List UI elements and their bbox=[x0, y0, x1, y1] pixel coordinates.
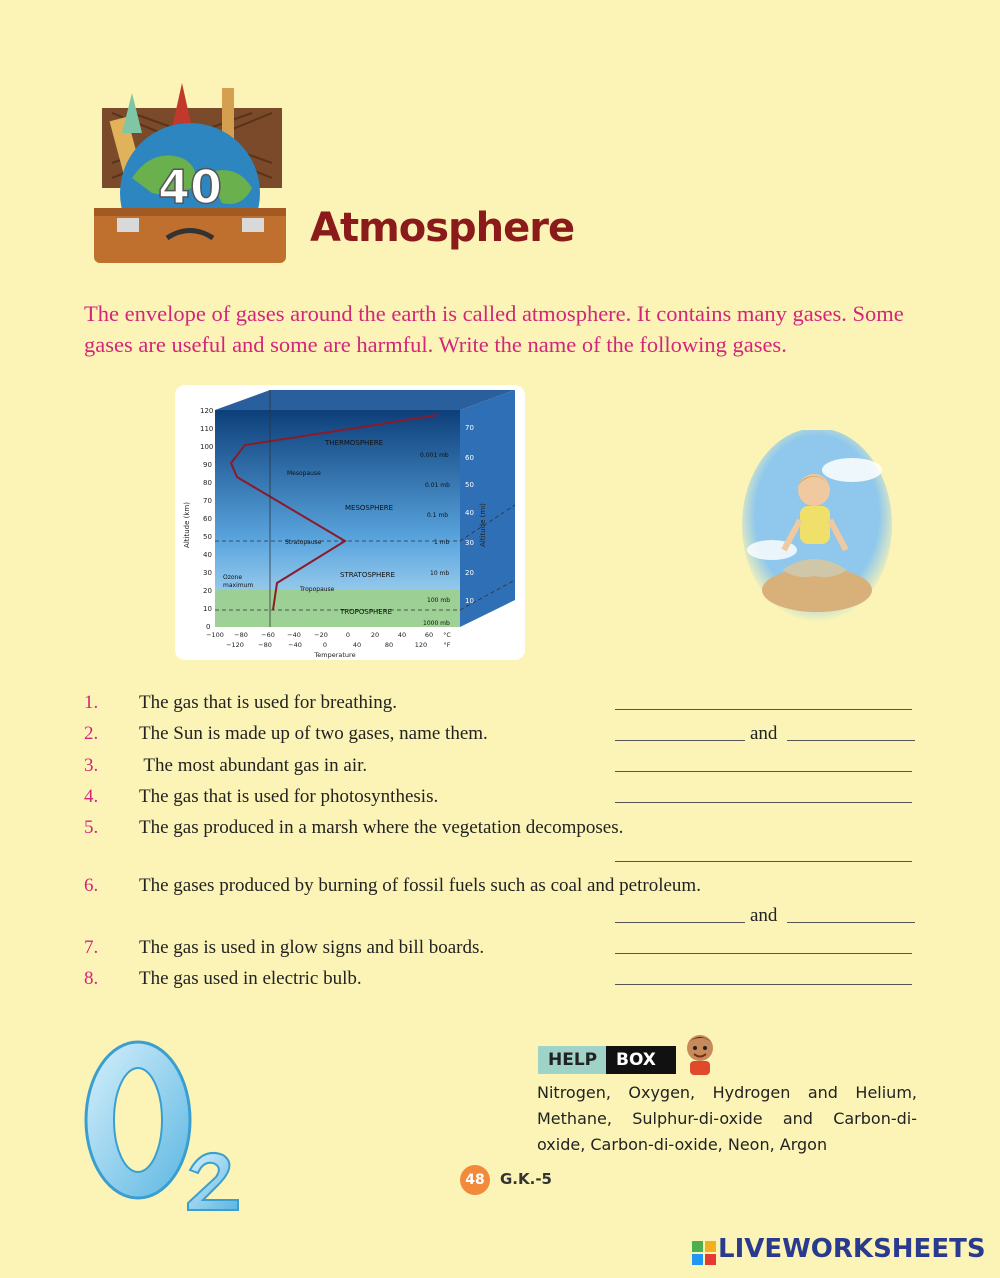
answer-blank[interactable] bbox=[615, 771, 912, 772]
atmosphere-diagram bbox=[175, 385, 525, 660]
page-title: Atmosphere bbox=[310, 205, 575, 251]
answer-blank[interactable] bbox=[787, 740, 915, 741]
help-label: HELP bbox=[538, 1046, 616, 1074]
x-tick-f: 40 bbox=[352, 641, 362, 649]
question-text: The gas that is used for breathing. bbox=[139, 692, 398, 713]
answer-blank[interactable] bbox=[787, 922, 915, 923]
question-number: 6. bbox=[84, 875, 99, 896]
pressure-label: 0.1 mb bbox=[427, 512, 449, 519]
right-axis-label: Altitude (mi) bbox=[479, 503, 487, 547]
y-tick: 30 bbox=[203, 569, 212, 577]
liveworksheets-logo-icon bbox=[692, 1241, 716, 1265]
x-tick-c: 20 bbox=[370, 631, 380, 639]
question-number: 8. bbox=[84, 968, 99, 989]
x-tick-f: −40 bbox=[288, 641, 302, 649]
y-tick: 60 bbox=[203, 515, 212, 523]
chapter-number: 40 bbox=[157, 160, 223, 214]
layer-label: MESOSPHERE bbox=[345, 504, 394, 512]
right-tick: 20 bbox=[465, 569, 474, 577]
question-number: 3. bbox=[84, 755, 99, 776]
question-number: 1. bbox=[84, 692, 99, 713]
suitcase-globe-icon bbox=[72, 78, 302, 268]
answer-blank[interactable] bbox=[615, 953, 912, 954]
question-number: 4. bbox=[84, 786, 99, 807]
y-tick: 80 bbox=[203, 479, 212, 487]
pressure-label: 0.01 mb bbox=[425, 482, 450, 489]
y-tick: 10 bbox=[203, 605, 212, 613]
meditating-boy-image bbox=[742, 430, 892, 625]
x-tick-c: 0 bbox=[345, 631, 351, 639]
right-tick: 10 bbox=[465, 597, 474, 605]
ozone-label: maximum bbox=[223, 582, 254, 589]
y-tick: 50 bbox=[203, 533, 212, 541]
x-tick-f: −120 bbox=[226, 641, 244, 649]
y-tick: 40 bbox=[203, 551, 212, 559]
answer-blank[interactable] bbox=[615, 709, 912, 710]
y-tick: 100 bbox=[200, 443, 214, 451]
layer-label: STRATOSPHERE bbox=[340, 571, 395, 579]
box-label: BOX bbox=[606, 1046, 676, 1074]
pressure-label: 100 mb bbox=[427, 597, 451, 604]
right-tick: 50 bbox=[465, 481, 474, 489]
ozone-label: Ozone bbox=[223, 574, 243, 581]
answer-blank[interactable] bbox=[615, 984, 912, 985]
y-tick: 120 bbox=[200, 407, 214, 415]
y-tick: 110 bbox=[200, 425, 214, 433]
o2-graphic bbox=[78, 1035, 248, 1215]
x-tick-c: 40 bbox=[397, 631, 407, 639]
x-tick-f: °F bbox=[443, 641, 451, 649]
x-tick-f: 120 bbox=[414, 641, 428, 649]
y-tick: 0 bbox=[206, 623, 211, 631]
pressure-label: 1 mb bbox=[434, 539, 450, 546]
x-tick-c: −100 bbox=[206, 631, 224, 639]
y-tick: 70 bbox=[203, 497, 212, 505]
x-tick-c: 60 bbox=[424, 631, 434, 639]
question-text: The gas produced in a marsh where the vegetation decomposes. bbox=[139, 817, 624, 838]
pressure-label: 1000 mb bbox=[423, 620, 450, 627]
question-text: The gas used in electric bulb. bbox=[139, 968, 362, 989]
x-tick-c: −60 bbox=[261, 631, 275, 639]
right-tick: 40 bbox=[465, 509, 474, 517]
answer-blank[interactable] bbox=[615, 922, 745, 923]
layer-label: THERMOSPHERE bbox=[325, 439, 384, 447]
question-number: 5. bbox=[84, 817, 99, 838]
and-word: and bbox=[750, 905, 778, 926]
question-number: 2. bbox=[84, 723, 99, 744]
question-text: The gases produced by burning of fossil fuels such as coal and petroleum. bbox=[139, 875, 701, 896]
layer-label: TROPOSPHERE bbox=[340, 608, 393, 616]
book-label: G.K.-5 bbox=[500, 1170, 552, 1188]
help-box-text: Nitrogen, Oxygen, Hydrogen and Helium, Methane, Sulphur-di-oxide and Carbon-di-oxide, Carbon-di-oxide, Neon, Argon bbox=[537, 1083, 917, 1154]
question-text: The gas is used in glow signs and bill boards. bbox=[139, 937, 485, 958]
answer-blank[interactable] bbox=[615, 861, 912, 862]
page-number: 48 bbox=[460, 1165, 490, 1195]
boundary-label: Stratopause bbox=[285, 539, 322, 546]
x-tick-f: −80 bbox=[258, 641, 272, 649]
y-tick: 20 bbox=[203, 587, 212, 595]
boundary-label: Tropopause bbox=[300, 586, 335, 593]
boundary-label: Mesopause bbox=[287, 470, 321, 477]
question-text: The Sun is made up of two gases, name them. bbox=[139, 723, 488, 744]
liveworksheets-brand[interactable]: LIVEWORKSHEETS bbox=[718, 1234, 986, 1264]
boy-mascot-icon bbox=[680, 1032, 720, 1076]
x-axis-label: Temperature bbox=[314, 651, 356, 659]
and-word: and bbox=[750, 723, 778, 744]
right-tick: 70 bbox=[465, 424, 474, 432]
x-tick-f: 80 bbox=[384, 641, 394, 649]
x-tick-c: °C bbox=[443, 631, 451, 639]
x-tick-c: −20 bbox=[314, 631, 328, 639]
question-number: 7. bbox=[84, 937, 99, 958]
chapter-badge bbox=[72, 78, 302, 268]
right-tick: 30 bbox=[465, 539, 474, 547]
x-tick-f: 0 bbox=[322, 641, 328, 649]
y-tick: 90 bbox=[203, 461, 212, 469]
question-text: The gas that is used for photosynthesis. bbox=[139, 786, 439, 807]
x-tick-c: −40 bbox=[287, 631, 301, 639]
y-axis-label: Altitude (km) bbox=[183, 502, 191, 548]
question-text: The most abundant gas in air. bbox=[139, 755, 368, 776]
answer-blank[interactable] bbox=[615, 740, 745, 741]
right-tick: 60 bbox=[465, 454, 474, 462]
pressure-label: 0.001 mb bbox=[420, 452, 449, 459]
pressure-label: 10 mb bbox=[430, 570, 450, 577]
answer-blank[interactable] bbox=[615, 802, 912, 803]
x-tick-c: −80 bbox=[234, 631, 248, 639]
intro-paragraph: The envelope of gases around the earth is called atmosphere. It contains many gases. Some gases are useful and some are harmful. Write the name of the following gases. bbox=[84, 301, 904, 357]
